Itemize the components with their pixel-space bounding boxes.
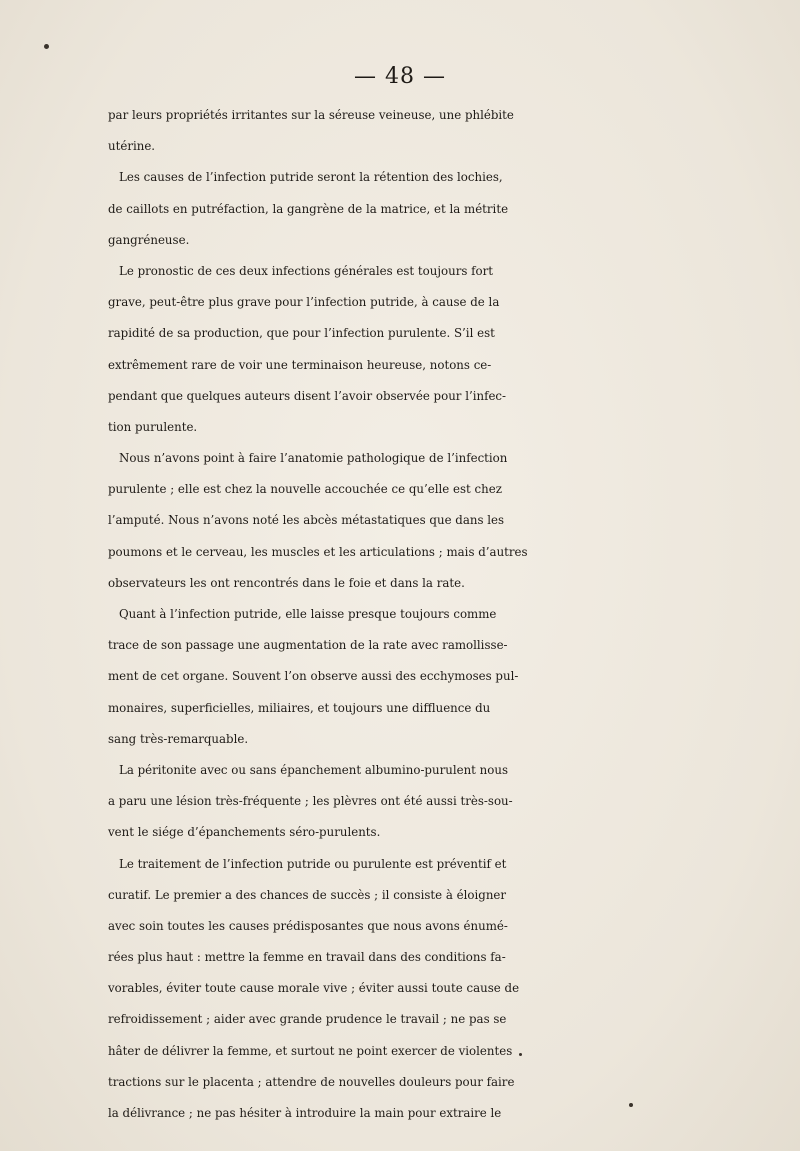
text-line: pendant que quelques auteurs disent l’avoir observée pour l’infec- bbox=[108, 388, 507, 403]
text-line: sang très-remarquable. bbox=[108, 731, 249, 746]
text-line: tion purulente. bbox=[108, 419, 198, 434]
text-line: a paru une lésion très-fréquente ; les plèvres ont été aussi très-sou- bbox=[108, 794, 513, 809]
text-line: grave, peut-être plus grave pour l’infection putride, à cause de la bbox=[108, 295, 500, 310]
paragraph-start: Le traitement de l’infection putride ou purulente est préventif et bbox=[119, 856, 507, 871]
text-line: purulente ; elle est chez la nouvelle accouchée ce qu’elle est chez bbox=[108, 482, 502, 497]
paragraph-start: Le pronostic de ces deux infections générales est toujours fort bbox=[119, 263, 493, 278]
text-line: de caillots en putréfaction, la gangrène de la matrice, et la métrite bbox=[108, 201, 509, 216]
text-line: monaires, superficielles, miliaires, et toujours une diffluence du bbox=[108, 700, 491, 715]
body-text bbox=[108, 100, 798, 1129]
text-line: l’amputé. Nous n’avons noté les abcès métastatiques que dans les bbox=[108, 513, 505, 528]
paragraph-start: Les causes de l’infection putride seront la rétention des lochies, bbox=[119, 170, 503, 185]
text-line: avec soin toutes les causes prédisposantes que nous avons énumé- bbox=[108, 918, 508, 933]
text-line: rées plus haut : mettre la femme en travail dans des conditions fa- bbox=[108, 950, 506, 965]
text-line: gangréneuse. bbox=[108, 232, 190, 247]
text-line: poumons et le cerveau, les muscles et les articulations ; mais d’autres bbox=[108, 544, 528, 559]
text-line: tractions sur le placenta ; attendre de nouvelles douleurs pour faire bbox=[108, 1074, 515, 1089]
paragraph-start: Nous n’avons point à faire l’anatomie pathologique de l’infection bbox=[119, 451, 508, 466]
text-line: utérine. bbox=[108, 139, 156, 154]
text-line: refroidissement ; aider avec grande prudence le travail ; ne pas se bbox=[108, 1012, 507, 1027]
text-line: vent le siége d’épanchements séro-purulents. bbox=[108, 825, 381, 840]
text-line: trace de son passage une augmentation de la rate avec ramollisse- bbox=[108, 638, 508, 653]
text-line: hâter de délivrer la femme, et surtout ne point exercer de violentes bbox=[108, 1043, 513, 1058]
text-line: vorables, éviter toute cause morale vive ; éviter aussi toute cause de bbox=[108, 981, 520, 996]
paragraph-start: La péritonite avec ou sans épanchement albumino-purulent nous bbox=[119, 762, 509, 777]
text-line: la délivrance ; ne pas hésiter à introduire la main pour extraire le bbox=[108, 1106, 502, 1120]
text-line: ment de cet organe. Souvent l’on observe aussi des ecchymoses pul- bbox=[108, 669, 519, 684]
page-number: — 48 — bbox=[354, 64, 446, 89]
ink-speck bbox=[44, 44, 49, 49]
paragraph-start: Quant à l’infection putride, elle laisse presque toujours comme bbox=[119, 607, 497, 621]
text-line: curatif. Le premier a des chances de succès ; il consiste à éloigner bbox=[108, 887, 507, 902]
text-line: par leurs propriétés irritantes sur la séreuse veineuse, une phlébite bbox=[108, 108, 514, 122]
text-line: rapidité de sa production, que pour l’infection purulente. S’il est bbox=[108, 326, 495, 341]
text-line: observateurs les ont rencontrés dans le foie et dans la rate. bbox=[108, 575, 465, 590]
text-line: extrêmement rare de voir une terminaison heureuse, notons ce- bbox=[108, 357, 492, 372]
